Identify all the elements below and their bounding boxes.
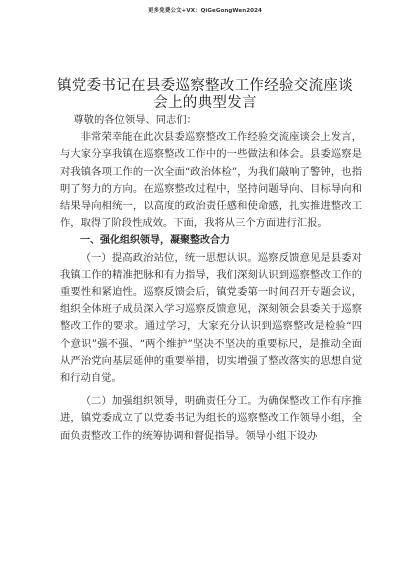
document-title: 镇党委书记在县委巡察整改工作经验交流座谈会上的典型发言 xyxy=(57,78,353,111)
intro-paragraph: 非常荣幸能在此次县委巡察整改工作经验交流座谈会上发言，与大家分享我镇在巡察整改工作中的一些做法和体会。县委巡察是对我镇各项工作的一次全面“政治体检”，为我们敲响了警钟，也指明了努力的方向。在巡察整改过程中，坚持问题导向、目标导向和结果导向相统一，以高度的政治责任感和使命感，扎实推进整改工作，取得了阶段性成效。下面，我将从三个方面进行汇报。 xyxy=(60,131,362,230)
section-paragraph: （一）提高政治站位，统一思想认识。巡察反馈意见是县委对我镇工作的精准把脉和有力指导，我们深刻认识到巡察整改工作的重要性和紧迫性。巡察反馈会后，镇党委第一时间召开专题会议，组织全体班子成员深入学习巡察反馈意见，深刻领会县委关于巡察整改工作的要求。通过学习，大家充分认识到巡察整改是检验“四个意识”强不强、“两个维护”坚决不坚决的重要标尺，是推动全面从严治党向基层延伸的重要举措，切实增强了整改落实的思想自觉和行动自觉。 xyxy=(60,251,362,385)
salutation: 尊敬的各位领导、同志们： xyxy=(73,114,197,126)
section-heading: 一、强化组织领导，凝聚整改合力 xyxy=(80,235,230,247)
document-body xyxy=(60,112,362,445)
watermark-text: 更多免费公文+VX：QiGeGongWen2024 xyxy=(148,8,262,14)
section-paragraph: （二）加强组织领导，明确责任分工。为确保整改工作有序推进，镇党委成立了以党委书记为组长的巡察整改工作领导小组，全面负责整改工作的统筹协调和督促指导。领导小组下设办 xyxy=(60,395,362,442)
